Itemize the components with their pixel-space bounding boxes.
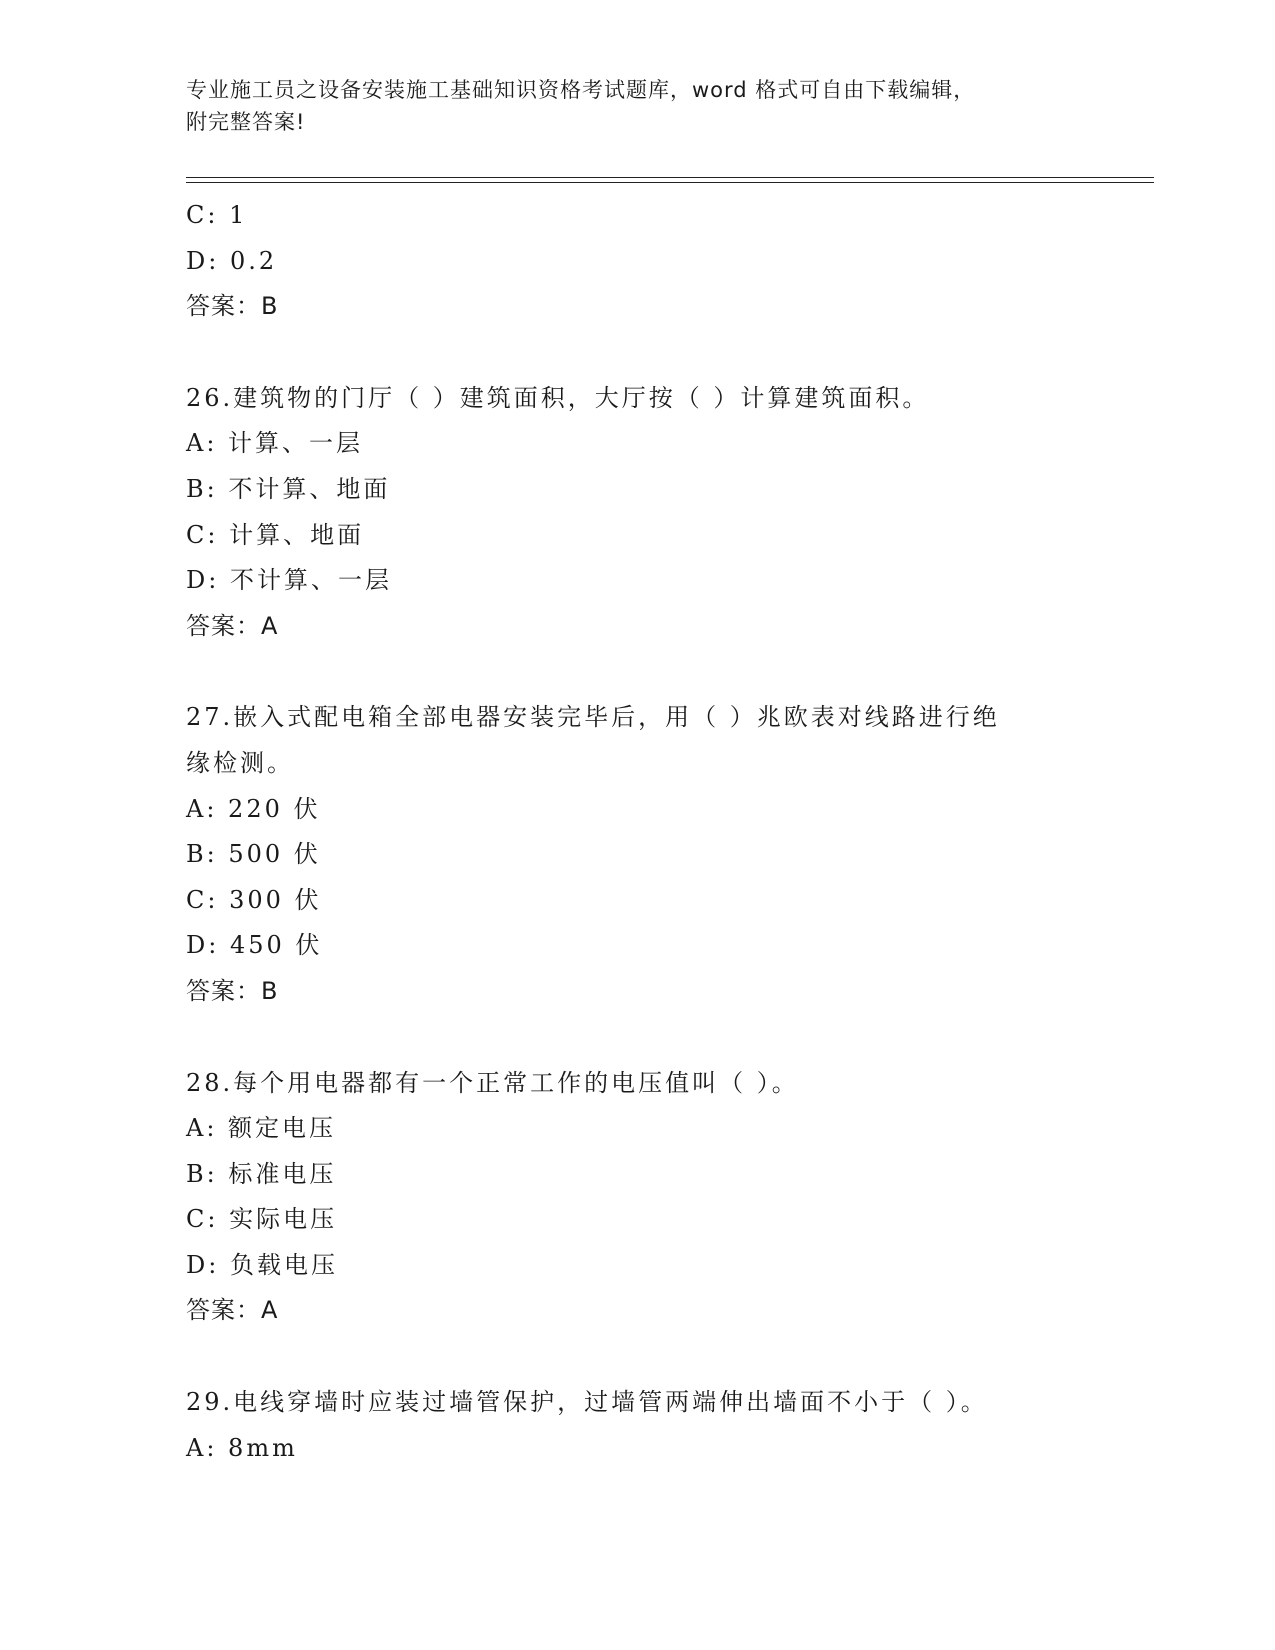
answer-line: 答案：A <box>186 611 279 640</box>
option-a: A: 额定电压 <box>186 1114 337 1143</box>
question-list <box>186 193 1086 1471</box>
question-stem: 27.嵌入式配电箱全部电器安装完毕后，用（ ）兆欧表对线路进行绝 <box>186 703 1000 732</box>
option-b: B: 标准电压 <box>186 1159 337 1188</box>
option-d: D: 负载电压 <box>186 1250 338 1279</box>
question-stem: 26.建筑物的门厅（ ）建筑面积，大厅按（ ）计算建筑面积。 <box>186 383 930 412</box>
question-25-continued <box>186 193 1086 330</box>
header-divider-bottom <box>186 182 1154 183</box>
option-d: D: 450 伏 <box>186 931 323 960</box>
spacer <box>186 1015 1086 1061</box>
header-line-2: 附完整答案! <box>186 110 306 134</box>
option-c: C: 1 <box>186 201 248 229</box>
option-c: C: 300 伏 <box>186 885 322 914</box>
document-header <box>186 74 1066 138</box>
option-b: B: 500 伏 <box>186 840 321 869</box>
option-a: A: 8mm <box>186 1433 298 1462</box>
option-b: B: 不计算、地面 <box>186 474 391 503</box>
question-stem: 29.电线穿墙时应装过墙管保护，过墙管两端伸出墙面不小于（ ）。 <box>186 1388 988 1417</box>
option-a: A: 220 伏 <box>186 794 321 823</box>
question-26 <box>186 376 1086 650</box>
answer-line: 答案：B <box>186 292 279 321</box>
answer-line: 答案：A <box>186 1296 279 1325</box>
option-a: A: 计算、一层 <box>186 429 364 458</box>
spacer <box>186 1334 1086 1380</box>
option-d: D: 0.2 <box>186 246 278 275</box>
option-c: C: 计算、地面 <box>186 520 365 549</box>
header-line-1: 专业施工员之设备安装施工基础知识资格考试题库，word 格式可自由下载编辑， <box>186 78 976 102</box>
spacer <box>186 330 1086 376</box>
question-28 <box>186 1061 1086 1335</box>
answer-line: 答案：B <box>186 976 279 1005</box>
question-stem: 28.每个用电器都有一个正常工作的电压值叫（ ）。 <box>186 1068 799 1097</box>
question-29 <box>186 1380 1086 1471</box>
spacer <box>186 649 1086 695</box>
question-27 <box>186 695 1086 1014</box>
header-divider-top <box>186 177 1154 178</box>
option-d: D: 不计算、一层 <box>186 566 392 595</box>
option-c: C: 实际电压 <box>186 1205 338 1234</box>
question-stem-continued: 缘检测。 <box>186 748 294 777</box>
